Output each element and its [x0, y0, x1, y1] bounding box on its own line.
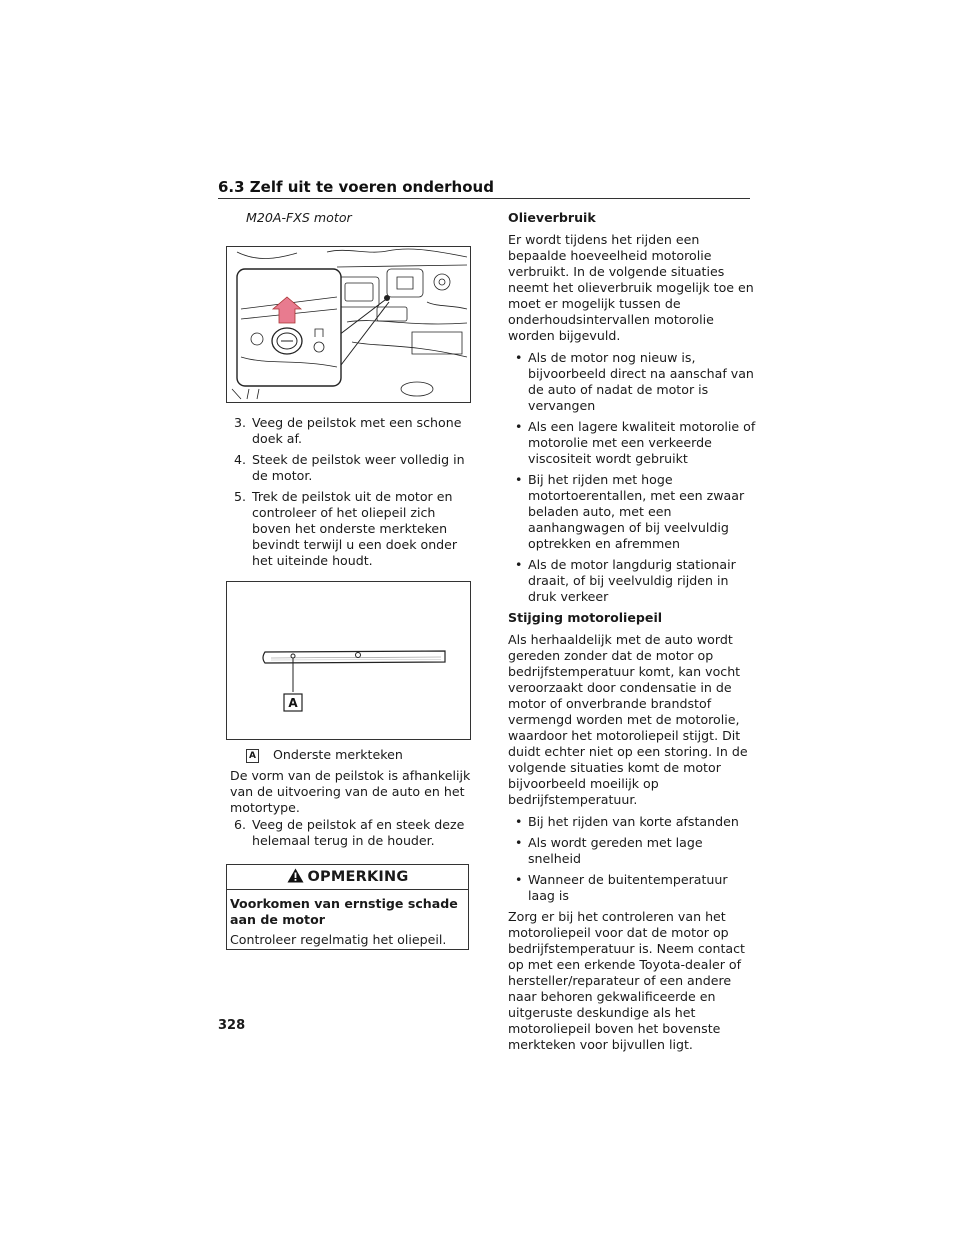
bullet-list-1 — [508, 350, 756, 605]
paragraph: Er wordt tijdens het rijden een bepaalde hoeveelheid motorolie verbruikt. In de volgende situaties neemt het olieverbruik mogelijk toe en moet er mogelijk tussen de onderhoudsintervallen motorolie worden bijgevuld. — [508, 232, 754, 343]
notice-box — [226, 864, 469, 950]
list-item: • Als de motor nog nieuw is, bijvoorbeeld direct na aanschaf van de auto of nadat de motor is vervangen — [515, 350, 754, 413]
list-item: • Bij het rijden met hoge motortoerentallen, met een zwaar beladen auto, met een aanhangwagen of bij veelvuldig optrekken en afremmen — [515, 472, 745, 551]
dipstick-note: De vorm van de peilstok is afhankelijk van de uitvoering van de auto en het motortype. — [230, 768, 471, 815]
paragraph: Zorg er bij het controleren van het motoroliepeil voor dat de motor op bedrijfstemperatuur is. Neem contact op met een erkende Toyota-dealer of hersteller/reparateur of een andere naar behoren gekwalificeerde en uitgeruste deskundige als het motoroliepeil boven het bovenste merkteken voor bijvullen ligt. — [508, 909, 745, 1052]
warning-icon — [287, 868, 304, 887]
steps-list-1 — [230, 415, 475, 569]
dipstick-label: A — [288, 696, 298, 710]
section-title: 6.3 Zelf uit te voeren onderhoud — [218, 178, 494, 196]
paragraph: Als herhaaldelijk met de auto wordt gereden zonder dat de motor op bedrijfstemperatuur komt, kan vocht veroorzaakt door condensatie in de motor of onverbrande brandstof vermengd worden met de motorolie, waardoor het motoroliepeil stijgt. Dit duidt echter niet op een storing. In de volgende situaties komt de motor bijvoorbeeld moeilijk op bedrijfstemperatuur. — [508, 632, 748, 807]
legend-marker: A — [246, 749, 259, 763]
notice-subtitle: Voorkomen van ernstige schade aan de motor — [230, 896, 458, 927]
page-number: 328 — [218, 1018, 246, 1033]
steps-list-2 — [230, 817, 475, 849]
legend-item — [246, 747, 476, 763]
list-item: 6. Veeg de peilstok af en steek deze helemaal terug in de houder. — [234, 817, 465, 848]
figure-caption: M20A-FXS motor — [246, 210, 352, 225]
heading-oil-level-rise: Stijging motoroliepeil — [508, 610, 663, 625]
bullet-list-2 — [508, 814, 756, 904]
list-item: • Als de motor langdurig stationair draait, of bij veelvuldig rijden in druk verkeer — [515, 557, 736, 604]
heading-oil-consumption: Olieverbruik — [508, 210, 596, 225]
notice-title: OPMERKING — [307, 869, 409, 885]
legend-text: Onderste merkteken — [273, 747, 403, 762]
engine-oil-filler-illustration — [226, 246, 471, 403]
list-item: • Wanneer de buitentemperatuur laag is — [515, 872, 728, 903]
list-item: • Bij het rijden van korte afstanden — [515, 814, 739, 829]
list-item: • Als een lagere kwaliteit motorolie of motorolie met een verkeerde viscositeit wordt gebruikt — [515, 419, 756, 466]
header-divider — [218, 198, 750, 199]
notice-header — [227, 865, 468, 890]
list-item: 5. Trek de peilstok uit de motor en controleer of het oliepeil zich boven het onderste merkteken bevindt terwijl u een doek onder het uiteinde houdt. — [234, 489, 458, 568]
list-item: 3. Veeg de peilstok met een schone doek af. — [234, 415, 462, 446]
list-item: 4. Steek de peilstok weer volledig in de motor. — [234, 452, 465, 483]
notice-text: Controleer regelmatig het oliepeil. — [230, 932, 447, 947]
dipstick-illustration — [226, 581, 471, 740]
list-item: • Als wordt gereden met lage snelheid — [515, 835, 703, 866]
